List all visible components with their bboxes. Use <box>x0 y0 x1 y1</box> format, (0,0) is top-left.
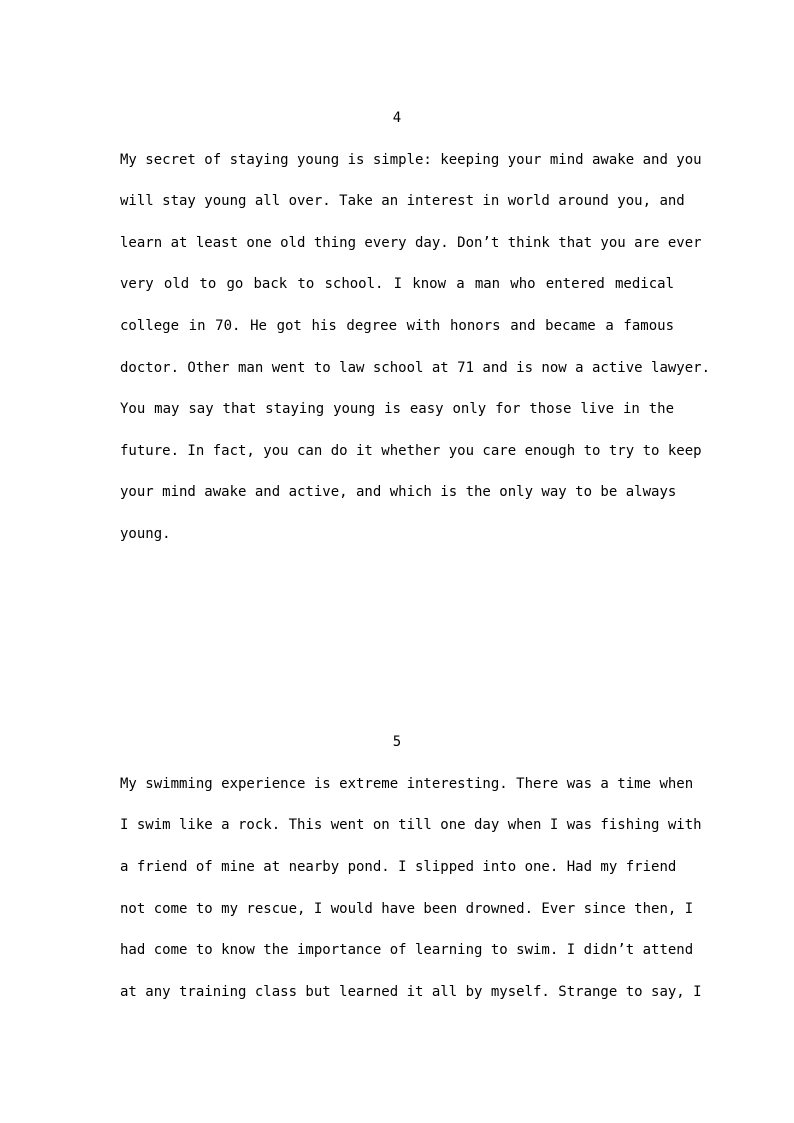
paragraph-line: young. <box>120 526 171 542</box>
paragraph-line: I swim like a rock. This went on till one day when I was fishing with <box>120 817 702 833</box>
paragraph-line: your mind awake and active, and which is the only way to be always <box>120 484 677 500</box>
paragraph-line: My secret of staying young is simple: keeping your mind awake and you <box>120 152 702 168</box>
paragraph-line: You may say that staying young is easy only for those live in the <box>120 401 674 417</box>
paragraph-line: very old to go back to school. I know a man who entered medical <box>120 276 674 292</box>
paragraph-line: at any training class but learned it all by myself. Strange to say, I <box>120 984 702 1000</box>
paragraph-line: future. In fact, you can do it whether you care enough to try to keep <box>120 443 702 459</box>
paragraph-line: college in 70. He got his degree with honors and became a famous <box>120 318 674 334</box>
paragraph-line: not come to my rescue, I would have been drowned. Ever since then, I <box>120 901 694 917</box>
paragraph-line: will stay young all over. Take an interest in world around you, and <box>120 193 685 209</box>
section-number: 5 <box>392 734 402 750</box>
paragraph-line: doctor. Other man went to law school at 71 and is now a active lawyer. <box>120 360 711 376</box>
section-number: 4 <box>392 110 402 126</box>
paragraph-line: had come to know the importance of learning to swim. I didn’t attend <box>120 942 694 958</box>
paragraph-line: a friend of mine at nearby pond. I slipped into one. Had my friend <box>120 859 677 875</box>
paragraph-line: My swimming experience is extreme interesting. There was a time when <box>120 776 694 792</box>
paragraph-line: learn at least one old thing every day. Don’t think that you are ever <box>120 235 702 251</box>
